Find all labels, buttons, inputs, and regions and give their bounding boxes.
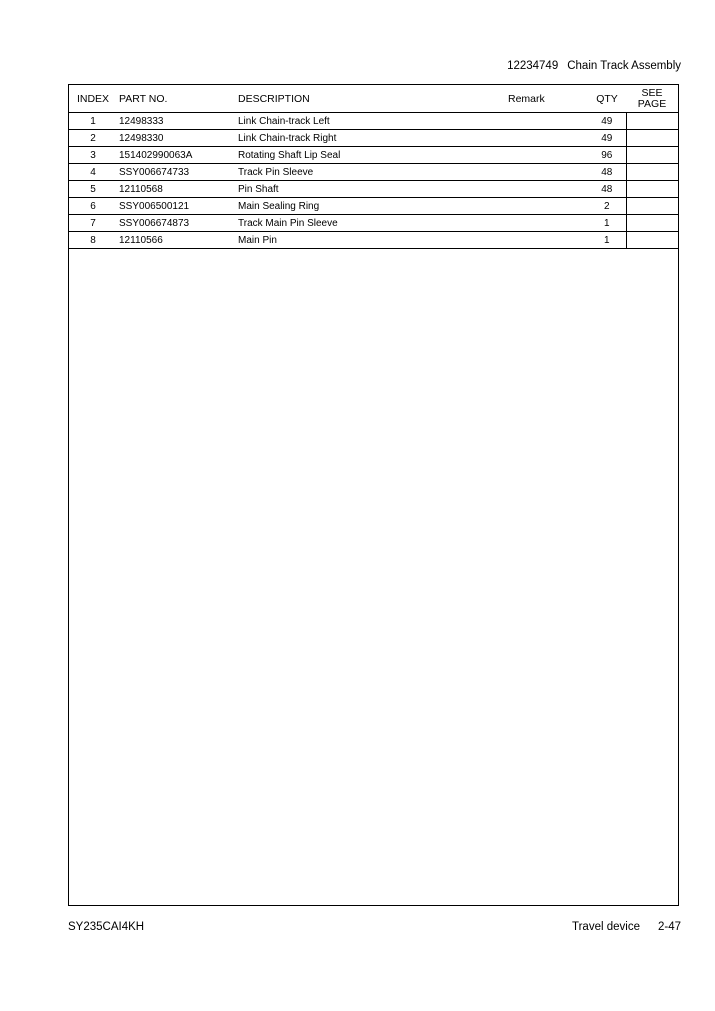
cell-see-page [626, 147, 678, 164]
parts-table [69, 85, 678, 249]
cell-description: Main Pin [238, 232, 508, 249]
table-row [69, 232, 678, 249]
cell-description: Track Main Pin Sleeve [238, 215, 508, 232]
table-row [69, 147, 678, 164]
cell-qty: 2 [588, 198, 626, 215]
assembly-name: Chain Track Assembly [567, 60, 681, 72]
cell-index: 6 [69, 198, 117, 215]
see-page-line1: SEE [641, 86, 663, 99]
cell-qty: 96 [588, 147, 626, 164]
cell-see-page [626, 232, 678, 249]
cell-qty: 48 [588, 164, 626, 181]
cell-description: Pin Shaft [238, 181, 508, 198]
cell-part-no: 151402990063A [117, 147, 238, 164]
cell-remark [508, 113, 588, 130]
cell-description: Link Chain-track Left [238, 113, 508, 130]
cell-qty: 1 [588, 215, 626, 232]
footer-model: SY235CAI4KH [68, 921, 145, 933]
table-row [69, 181, 678, 198]
col-qty-header: QTY [588, 85, 626, 113]
cell-part-no: SSY006674733 [117, 164, 238, 181]
cell-index: 4 [69, 164, 117, 181]
cell-description: Rotating Shaft Lip Seal [238, 147, 508, 164]
cell-remark [508, 164, 588, 181]
cell-see-page [626, 164, 678, 181]
table-row [69, 215, 678, 232]
cell-qty: 48 [588, 181, 626, 198]
table-row [69, 113, 678, 130]
cell-index: 3 [69, 147, 117, 164]
cell-see-page [626, 181, 678, 198]
cell-remark [508, 232, 588, 249]
cell-qty: 49 [588, 130, 626, 147]
cell-remark [508, 215, 588, 232]
cell-index: 8 [69, 232, 117, 249]
cell-remark [508, 198, 588, 215]
cell-remark [508, 147, 588, 164]
parts-list-frame [68, 84, 679, 906]
cell-see-page [626, 198, 678, 215]
cell-remark [508, 181, 588, 198]
cell-part-no: SSY006500121 [117, 198, 238, 215]
cell-index: 5 [69, 181, 117, 198]
cell-part-no: 12110568 [117, 181, 238, 198]
cell-description: Track Pin Sleeve [238, 164, 508, 181]
page-number: 2-47 [657, 921, 681, 933]
cell-index: 2 [69, 130, 117, 147]
col-see-page-header [626, 85, 678, 113]
page-header [507, 60, 681, 72]
cell-qty: 1 [588, 232, 626, 249]
col-remark-header: Remark [508, 85, 588, 113]
page-footer [572, 921, 681, 933]
col-description-header: DESCRIPTION [238, 85, 508, 113]
cell-index: 7 [69, 215, 117, 232]
table-header-row [69, 85, 678, 113]
cell-description: Main Sealing Ring [238, 198, 508, 215]
cell-index: 1 [69, 113, 117, 130]
cell-see-page [626, 215, 678, 232]
cell-description: Link Chain-track Right [238, 130, 508, 147]
cell-qty: 49 [588, 113, 626, 130]
see-page-line2: PAGE [637, 97, 667, 110]
cell-part-no: SSY006674873 [117, 215, 238, 232]
cell-remark [508, 130, 588, 147]
col-index-header: INDEX [69, 85, 117, 113]
cell-see-page [626, 113, 678, 130]
assembly-number: 12234749 [507, 60, 559, 72]
col-part-no-header: PART NO. [117, 85, 238, 113]
table-row [69, 198, 678, 215]
cell-part-no: 12110566 [117, 232, 238, 249]
footer-section: Travel device [572, 921, 640, 933]
cell-see-page [626, 130, 678, 147]
cell-part-no: 12498330 [117, 130, 238, 147]
cell-part-no: 12498333 [117, 113, 238, 130]
table-row [69, 164, 678, 181]
table-row [69, 130, 678, 147]
